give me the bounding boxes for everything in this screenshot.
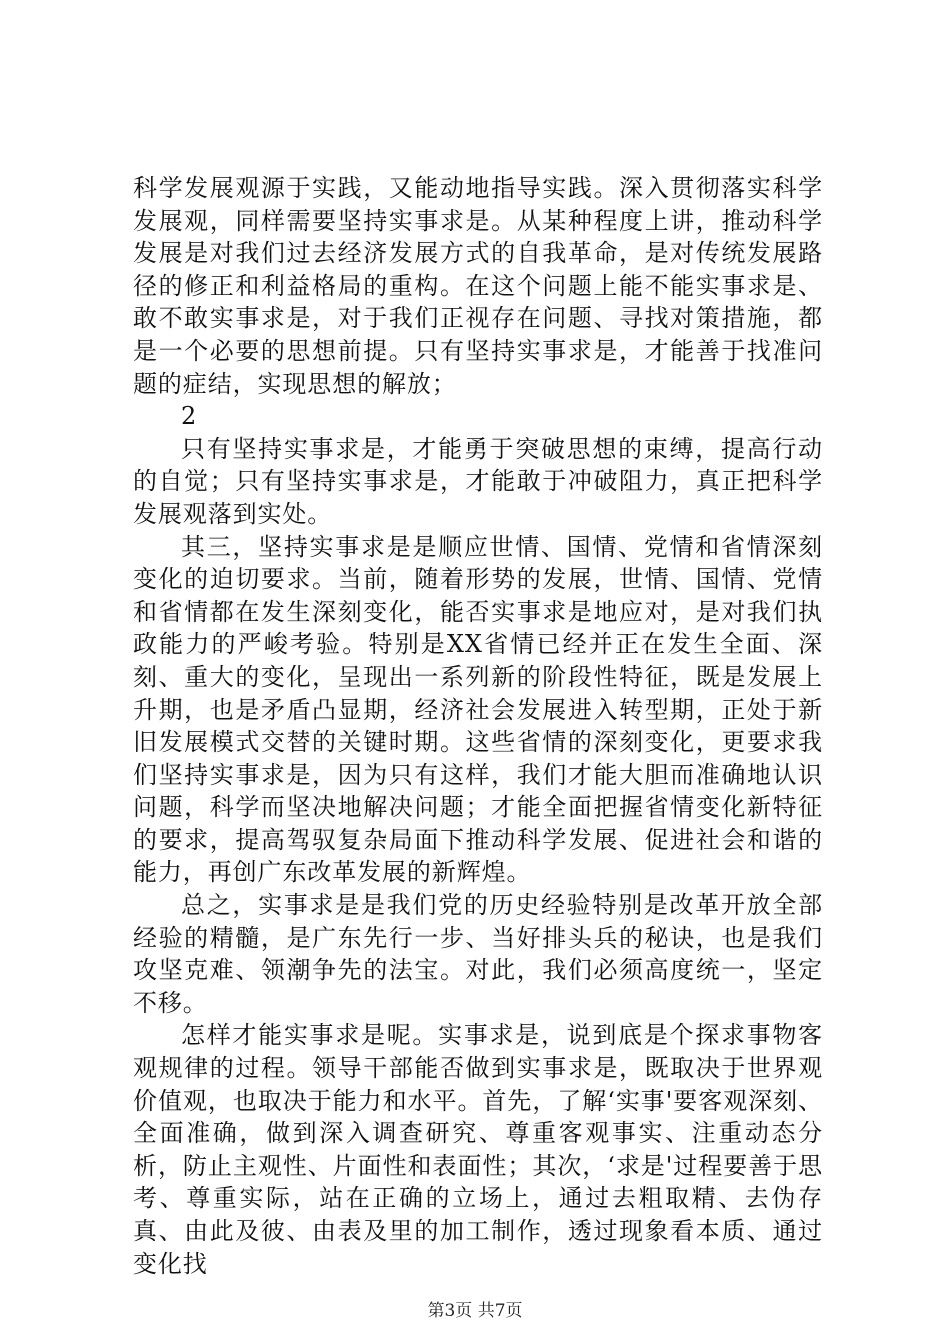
paragraph-5: 怎样才能实事求是呢。实事求是，说到底是个探求事物客观规律的过程。领导干部能否做到实事求是，既取决于世界观价值观，也取决于能力和水平。首先，了解‘实事'要客观深刻、全面准确，做到深入调查研究、尊重客观事实、注重动态分析，防止主观性、片面性和表面性；其次，‘求是'过程要善于思考、尊重实际，站在正确的立场上，通过去粗取精、去伪存真、由此及彼、由表及里的加工制作，透过现象看本质、通过变化找 (133, 1021, 823, 1278)
page-number-label: 第3页 共7页 (427, 1301, 523, 1321)
paragraph-3: 其三，坚持实事求是是顺应世情、国情、党情和省情深刻变化的迫切要求。当前，随着形势的发展，世情、国情、党情和省情都在发生深刻变化，能否实事求是地应对，是对我们执政能力的严峻考验。特别是XX省情已经并正在发生全面、深刻、重大的变化，呈现出一系列新的阶段性特征，既是发展上升期，也是矛盾凸显期，经济社会发展进入转型期，正处于新旧发展模式交替的关键时期。这些省情的深刻变化，更要求我们坚持实事求是，因为只有这样，我们才能大胆而准确地认识问题，科学而坚决地解决问题；才能全面把握省情变化新特征的要求，提高驾驭复杂局面下推动科学发展、促进社会和谐的能力，再创广东改革发展的新辉煌。 (133, 532, 823, 887)
page-number-marker: 2 (181, 402, 198, 431)
paragraph-1: 科学发展观源于实践，又能动地指导实践。深入贯彻落实科学发展观，同样需要坚持实事求是。从某种程度上讲，推动科学发展是对我们过去经济发展方式的自我革命，是对传统发展路径的修正和利益格局的重构。在这个问题上能不能实事求是、敢不敢实事求是，对于我们正视存在问题、寻找对策措施，都是一个必要的思想前提。只有坚持实事求是，才能善于找准问题的症结，实现思想的解放； (133, 174, 823, 398)
paragraph-4: 总之，实事求是是我们党的历史经验特别是改革开放全部经验的精髓，是广东先行一步、当好排头兵的秘诀，也是我们攻坚克难、领潮争先的法宝。对此，我们必须高度统一，坚定不移。 (133, 891, 823, 1017)
paragraph-2: 只有坚持实事求是，才能勇于突破思想的束缚，提高行动的自觉；只有坚持实事求是，才能敢于冲破阻力，真正把科学发展观落到实处。 (133, 434, 823, 528)
page-footer (0, 1301, 950, 1321)
document-body (133, 172, 823, 1280)
